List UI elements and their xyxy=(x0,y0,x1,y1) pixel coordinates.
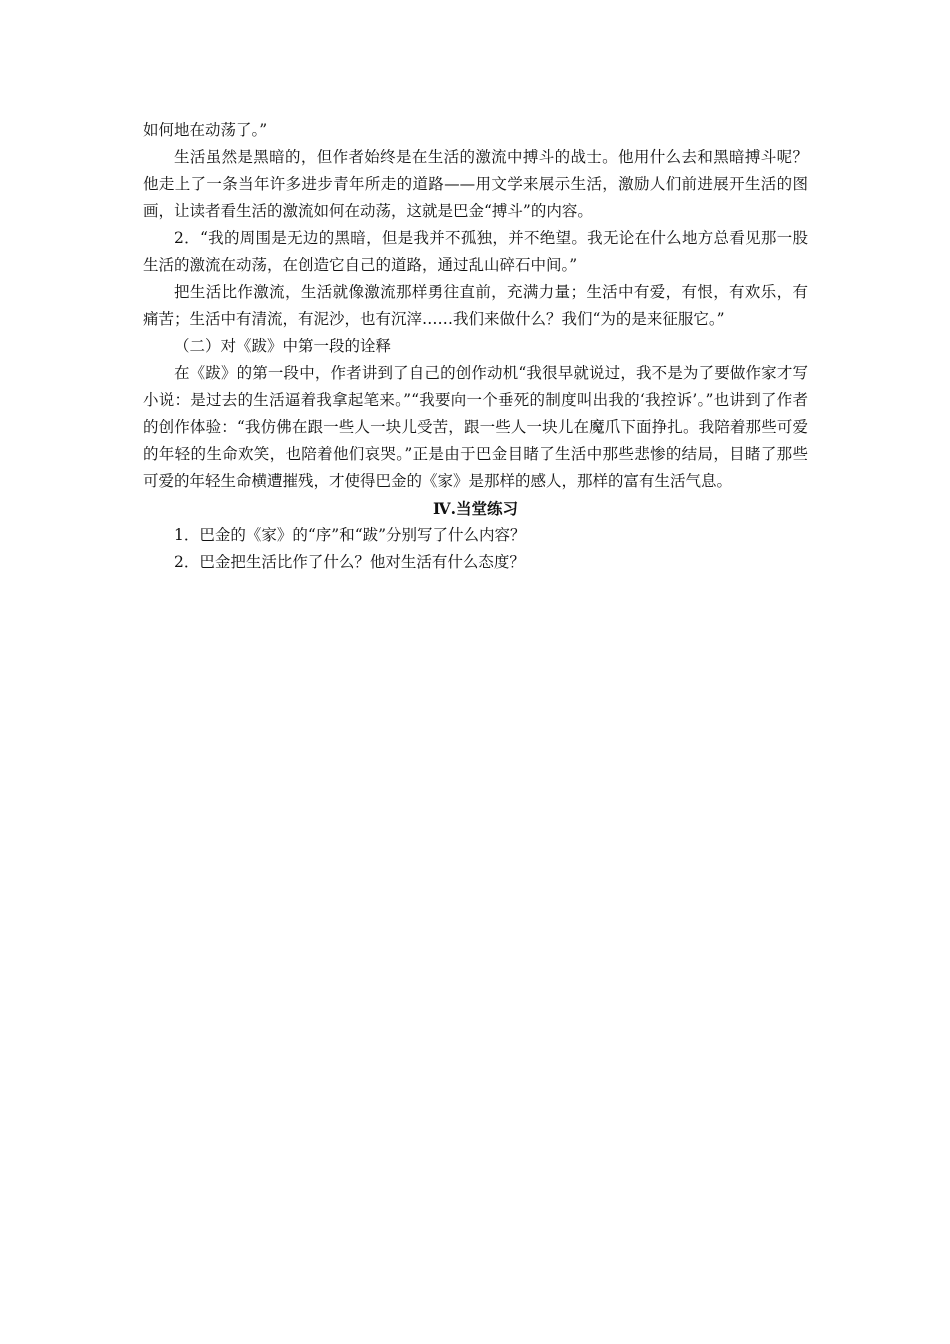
paragraph-quote-end: 如何地在动荡了。” xyxy=(143,121,268,139)
paragraph-quote-2: 2．“我的周围是无边的黑暗，但是我并不孤独，并不绝望。我无论在什么地方总看见那一股生活的激流在动荡，在创造它自己的道路，通过乱山碎石中间。” xyxy=(143,229,808,274)
paragraph-life-as-torrent: 把生活比作激流，生活就像激流那样勇往直前，充满力量；生活中有爱，有恨，有欢乐，有痛苦；生活中有清流，有泥沙，也有沉滓……我们来做什么？我们“为的是来征服它。” xyxy=(143,283,808,328)
exercise-item: 1．巴金的《家》的“序”和“跋”分别写了什么内容？ xyxy=(174,526,526,544)
exercise-item: 2．巴金把生活比作了什么？他对生活有什么态度？ xyxy=(174,553,525,571)
document-body xyxy=(143,117,808,576)
subsection-title: （二）对《跋》中第一段的诠释 xyxy=(174,337,392,355)
paragraph-postscript: 在《跋》的第一段中，作者讲到了自己的创作动机“我很早就说过，我不是为了要做作家才写小说：是过去的生活逼着我拿起笔来。”“我要向一个垂死的制度叫出我的‘我控诉’。”也讲到了作者的创作体验：“我仿佛在跟一些人一块儿受苦，跟一些人一块儿在魔爪下面挣扎。我陪着那些可爱的年轻的生命欢笑，也陪着他们哀哭。”正是由于巴金目睹了生活中那些悲惨的结局，目睹了那些可爱的年轻生命横遭摧残，才使得巴金的《家》是那样的感人，那样的富有生活气息。 xyxy=(143,364,808,490)
section-heading: Ⅳ.当堂练习 xyxy=(433,499,518,518)
paragraph-struggle: 生活虽然是黑暗的，但作者始终是在生活的激流中搏斗的战士。他用什么去和黑暗搏斗呢？他走上了一条当年许多进步青年所走的道路——用文学来展示生活，激励人们前进展开生活的图画，让读者看生活的激流如何在动荡，这就是巴金“搏斗”的内容。 xyxy=(143,148,808,220)
